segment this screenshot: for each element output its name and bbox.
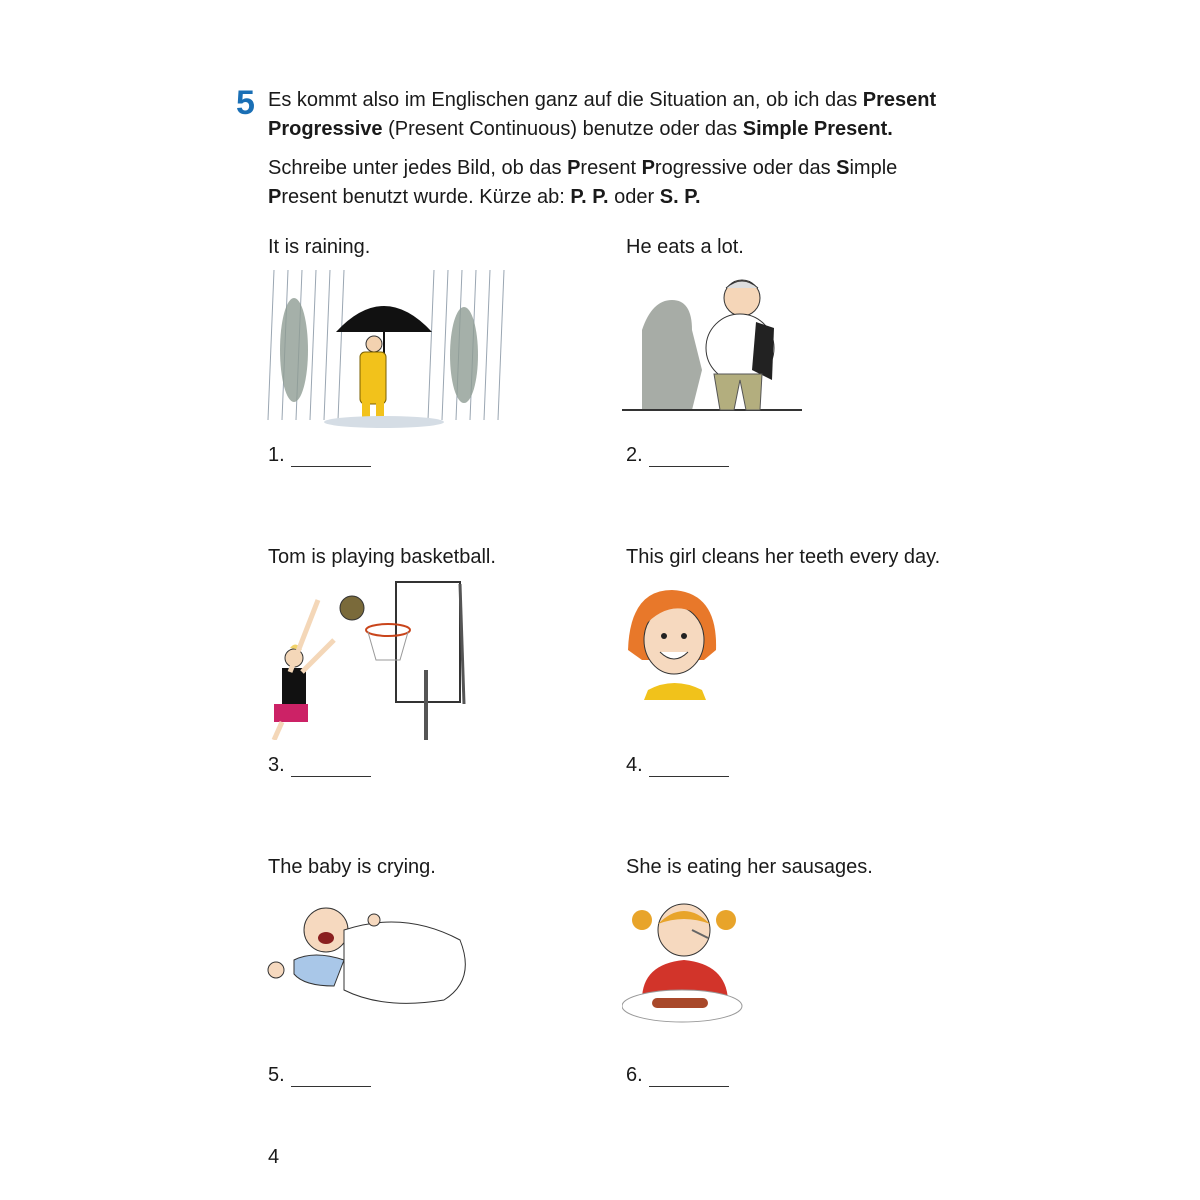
page-number: 4 — [268, 1146, 280, 1168]
answer-blank[interactable] — [649, 448, 729, 467]
task-number: 5 — [236, 84, 255, 122]
instruction-segment: P — [641, 157, 655, 179]
answer-blank[interactable] — [649, 758, 729, 777]
instruction-segment: Schreibe unter jedes Bild, ob das — [268, 157, 568, 179]
crying-baby-icon — [264, 890, 524, 1050]
answer-field[interactable] — [626, 444, 729, 467]
instruction-segment: P. P. — [570, 186, 609, 208]
answer-field[interactable] — [268, 754, 371, 777]
intro-segment: Es kommt also im Englischen ganz auf die Situation an, ob ich das — [268, 89, 863, 111]
answer-field[interactable] — [626, 1064, 729, 1087]
answer-field[interactable] — [626, 754, 729, 777]
item-sentence: She is eating her sausages. — [626, 856, 873, 878]
answer-label: 4. — [626, 754, 643, 776]
answer-label: 5. — [268, 1064, 285, 1086]
intro-segment: (Present Continuous) benutze oder das — [382, 118, 743, 140]
instruction-segment: P — [268, 186, 282, 208]
intro-segment: Simple Present. — [742, 118, 893, 140]
girl-eating-icon — [622, 890, 882, 1050]
fat-man-icon — [622, 270, 882, 430]
item-sentence: This girl cleans her teeth every day. — [626, 546, 941, 568]
exercise-item-3 — [268, 546, 608, 806]
task-instruction — [268, 154, 968, 212]
rain-umbrella-icon — [264, 270, 524, 430]
instruction-segment: S. P. — [659, 186, 701, 208]
exercise-item-5 — [268, 856, 608, 1116]
intro-segment: Present Progressive — [268, 89, 937, 140]
item-sentence: Tom is playing basketball. — [268, 546, 496, 568]
instruction-segment: resent benutzt wurde. Kürze ab: — [281, 186, 571, 208]
item-sentence: It is raining. — [268, 236, 371, 258]
item-sentence: He eats a lot. — [626, 236, 744, 258]
item-sentence: The baby is crying. — [268, 856, 436, 878]
basketball-icon — [264, 580, 524, 740]
answer-blank[interactable] — [291, 758, 371, 777]
instruction-segment: P — [567, 157, 581, 179]
instruction-segment: resent — [580, 157, 642, 179]
answer-label: 6. — [626, 1064, 643, 1086]
answer-label: 3. — [268, 754, 285, 776]
answer-label: 2. — [626, 444, 643, 466]
answer-blank[interactable] — [291, 1068, 371, 1087]
answer-blank[interactable] — [291, 448, 371, 467]
exercise-item-1 — [268, 236, 608, 496]
answer-field[interactable] — [268, 444, 371, 467]
instruction-segment: oder — [608, 186, 660, 208]
answer-blank[interactable] — [649, 1068, 729, 1087]
exercise-item-6 — [626, 856, 966, 1116]
answer-label: 1. — [268, 444, 285, 466]
instruction-segment: rogressive oder das — [654, 157, 837, 179]
exercise-item-4 — [626, 546, 966, 806]
task-intro — [268, 86, 968, 144]
exercise-item-2 — [626, 236, 966, 496]
smiling-girl-icon — [622, 580, 882, 740]
instruction-segment: S — [836, 157, 850, 179]
instruction-segment: imple — [849, 157, 898, 179]
answer-field[interactable] — [268, 1064, 371, 1087]
